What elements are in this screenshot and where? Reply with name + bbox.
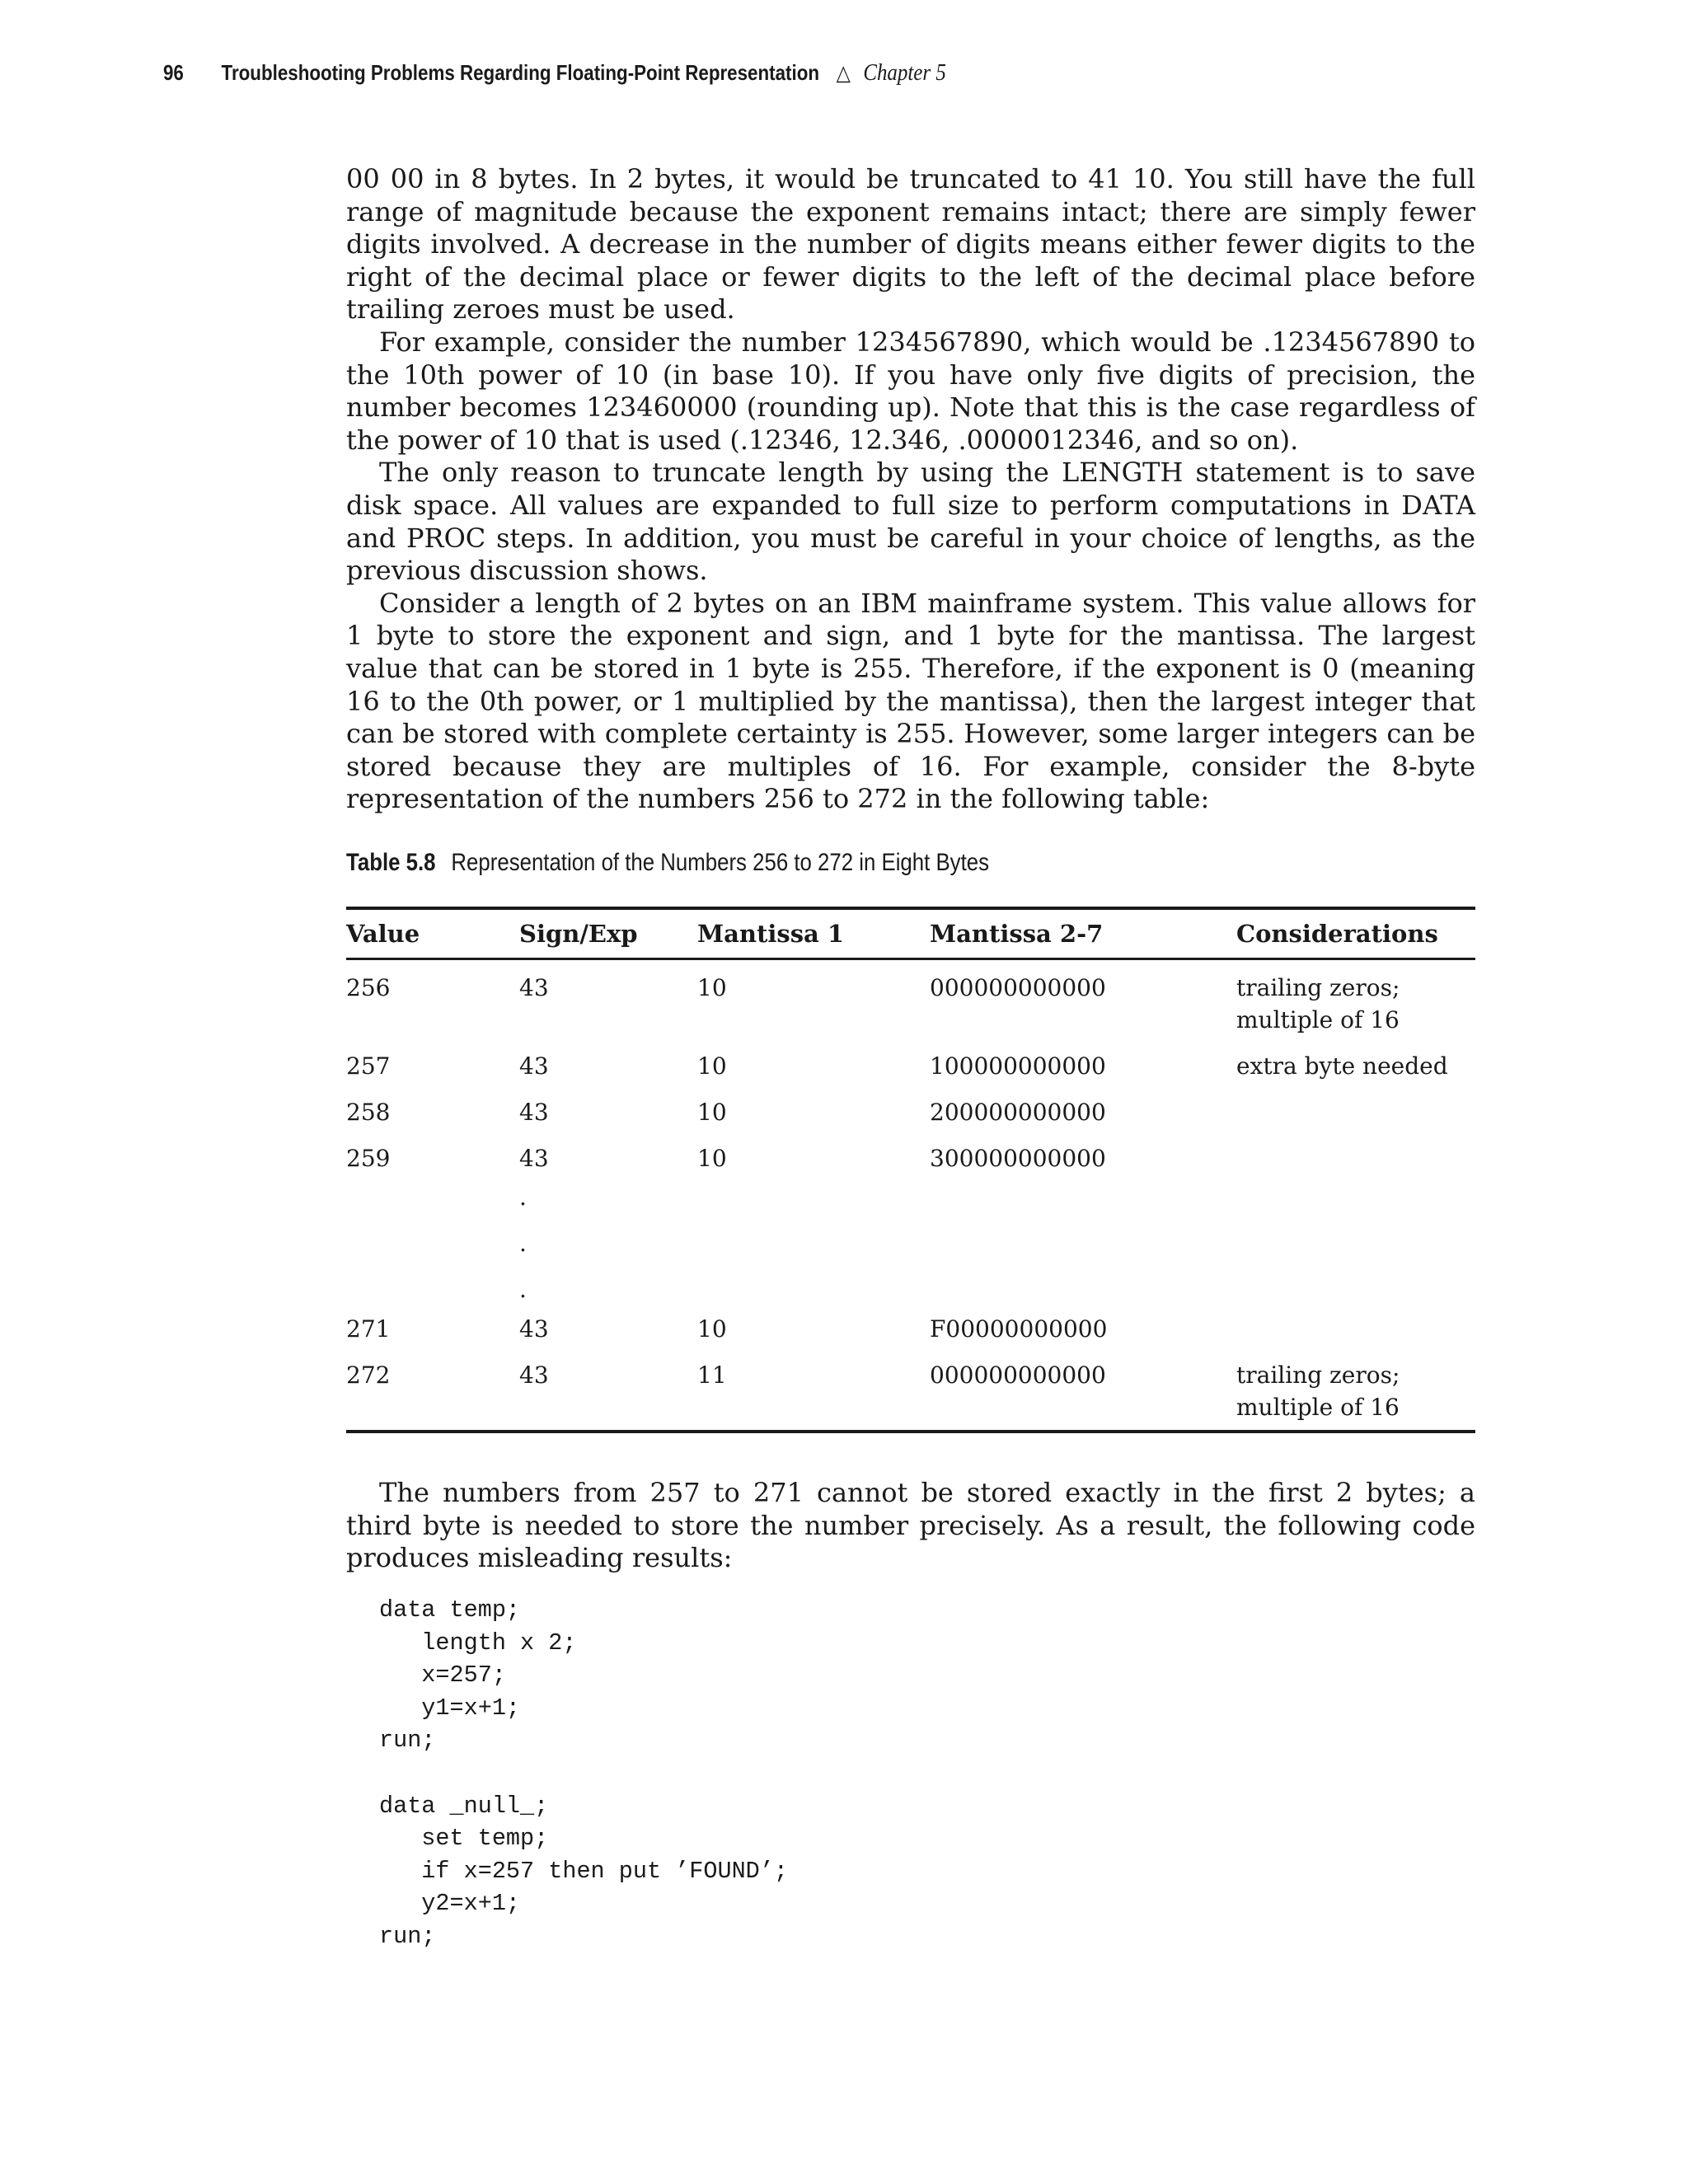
cell-mantissa-1: 10 [697, 974, 727, 1001]
cell-considerations [1236, 1128, 1475, 1174]
cell-value: 257 [346, 1052, 391, 1080]
cell-mantissa-2-7: 000000000000 [930, 1361, 1106, 1389]
table-row [346, 1128, 1475, 1174]
cell-mantissa-1: 10 [697, 1315, 727, 1343]
table-row [346, 1313, 1475, 1345]
chapter-label: Chapter 5 [863, 59, 946, 86]
consideration-line: trailing zeros; [1236, 974, 1400, 1001]
header-mantissa-2-7: Mantissa 2-7 [930, 908, 1236, 959]
consideration-line: multiple of 16 [1236, 1006, 1400, 1033]
triangle-separator-icon: △ [836, 60, 851, 85]
header-value: Value [346, 908, 519, 959]
paragraph-ibm-mainframe: Consider a length of 2 bytes on an IBM mainframe system. This value allows for 1 byte to store the exponent and sign, and 1 byte for the mantissa. The largest value that can be stored in 1 byte is 255. Therefore, if the exponent is 0 (meaning 16 to the 0th power, or 1 multiplied by the mantissa), then the largest integer that can be stored with complete certainty is 255. However, some larger integers can be stored because they are multiples of 16. For example, consider the 8-byte representation of the numbers 256 to 272 in the following table: [346, 587, 1475, 815]
cell-sign-exp: 43 [519, 1145, 549, 1172]
representation-table [346, 907, 1475, 1433]
running-title: Troubleshooting Problems Regarding Floating-Point Representation [221, 60, 820, 85]
page-number: 96 [163, 60, 184, 85]
table-row [346, 1345, 1475, 1432]
paragraph-numbers-257-271: The numbers from 257 to 271 cannot be stored exactly in the first 2 bytes; a third byte is needed to store the number precisely. As a result, the following code produces misleading results: [346, 1477, 1475, 1574]
cell-value: 259 [346, 1145, 391, 1172]
header-sign-exp: Sign/Exp [519, 908, 697, 959]
cell-mantissa-2-7: 200000000000 [930, 1099, 1106, 1126]
cell-considerations [1236, 1082, 1475, 1128]
cell-value: 256 [346, 974, 391, 1001]
body-text-after-table [346, 1477, 1475, 1575]
cell-mantissa-1: 10 [697, 1052, 727, 1080]
cell-value: 272 [346, 1361, 391, 1389]
cell-mantissa-1: 10 [697, 1099, 727, 1126]
consideration-line: trailing zeros; [1236, 1361, 1400, 1389]
table-caption [346, 849, 989, 877]
cell-mantissa-2-7: 300000000000 [930, 1145, 1106, 1172]
cell-considerations [1236, 1313, 1475, 1345]
paragraph-example: For example, consider the number 1234567890, which would be .1234567890 to the 10th power of 10 (in base 10). If you have only five digits of precision, the number becomes 123460000 (rounding up). Note that this is the case regardless of the power of 10 that is used (.12346, 12.346, .0000012346, and so on). [346, 326, 1475, 456]
cell-considerations [1236, 959, 1475, 1037]
cell-mantissa-1: 10 [697, 1145, 727, 1172]
sas-code-block: data temp; length x 2; x=257; y1=x+1; run; data _null_; set temp; if x=257 then put ’FOUND’; y2=x+1; run; [379, 1596, 788, 1950]
cell-sign-exp: 43 [519, 1099, 549, 1126]
cell-considerations [1236, 1345, 1475, 1432]
body-text [346, 163, 1475, 816]
cell-sign-exp: 43 [519, 974, 549, 1001]
ellipsis-dot: . [519, 1230, 527, 1257]
cell-mantissa-2-7: 000000000000 [930, 974, 1106, 1001]
paragraph-length-statement: The only reason to truncate length by using the LENGTH statement is to save disk space. All values are expanded to full size to perform computations in DATA and PROC steps. In addition, you must be careful in your choice of lengths, as the previous discussion shows. [346, 457, 1475, 587]
header-considerations: Considerations [1236, 908, 1475, 959]
running-header [163, 59, 946, 87]
cell-sign-exp: 43 [519, 1361, 549, 1389]
cell-mantissa-2-7: 100000000000 [930, 1052, 1106, 1080]
cell-mantissa-2-7: F00000000000 [930, 1315, 1108, 1343]
ellipsis-dots [519, 1174, 697, 1313]
header-mantissa-1: Mantissa 1 [697, 908, 930, 959]
table-caption-text: Representation of the Numbers 256 to 272 in Eight Bytes [451, 849, 989, 876]
paragraph-continuation: 00 00 in 8 bytes. In 2 bytes, it would be truncated to 41 10. You still have the full range of magnitude because the exponent remains intact; there are simply fewer digits involved. A decrease in the number of digits means either fewer digits to the right of the decimal place or fewer digits to the left of the decimal place before trailing zeroes must be used. [346, 163, 1475, 326]
cell-value: 258 [346, 1099, 391, 1126]
cell-mantissa-1: 11 [697, 1361, 727, 1389]
cell-value: 271 [346, 1315, 391, 1343]
cell-sign-exp: 43 [519, 1052, 549, 1080]
table-caption-label: Table 5.8 [346, 849, 436, 876]
ellipsis-row [346, 1174, 1475, 1313]
ellipsis-dot: . [519, 1276, 527, 1303]
consideration-line: multiple of 16 [1236, 1394, 1400, 1421]
table-row [346, 1082, 1475, 1128]
cell-considerations: extra byte needed [1236, 1052, 1448, 1080]
cell-sign-exp: 43 [519, 1315, 549, 1343]
ellipsis-dot: . [519, 1183, 527, 1211]
table-row [346, 1036, 1475, 1082]
table-header-row [346, 908, 1475, 959]
table-row [346, 959, 1475, 1037]
